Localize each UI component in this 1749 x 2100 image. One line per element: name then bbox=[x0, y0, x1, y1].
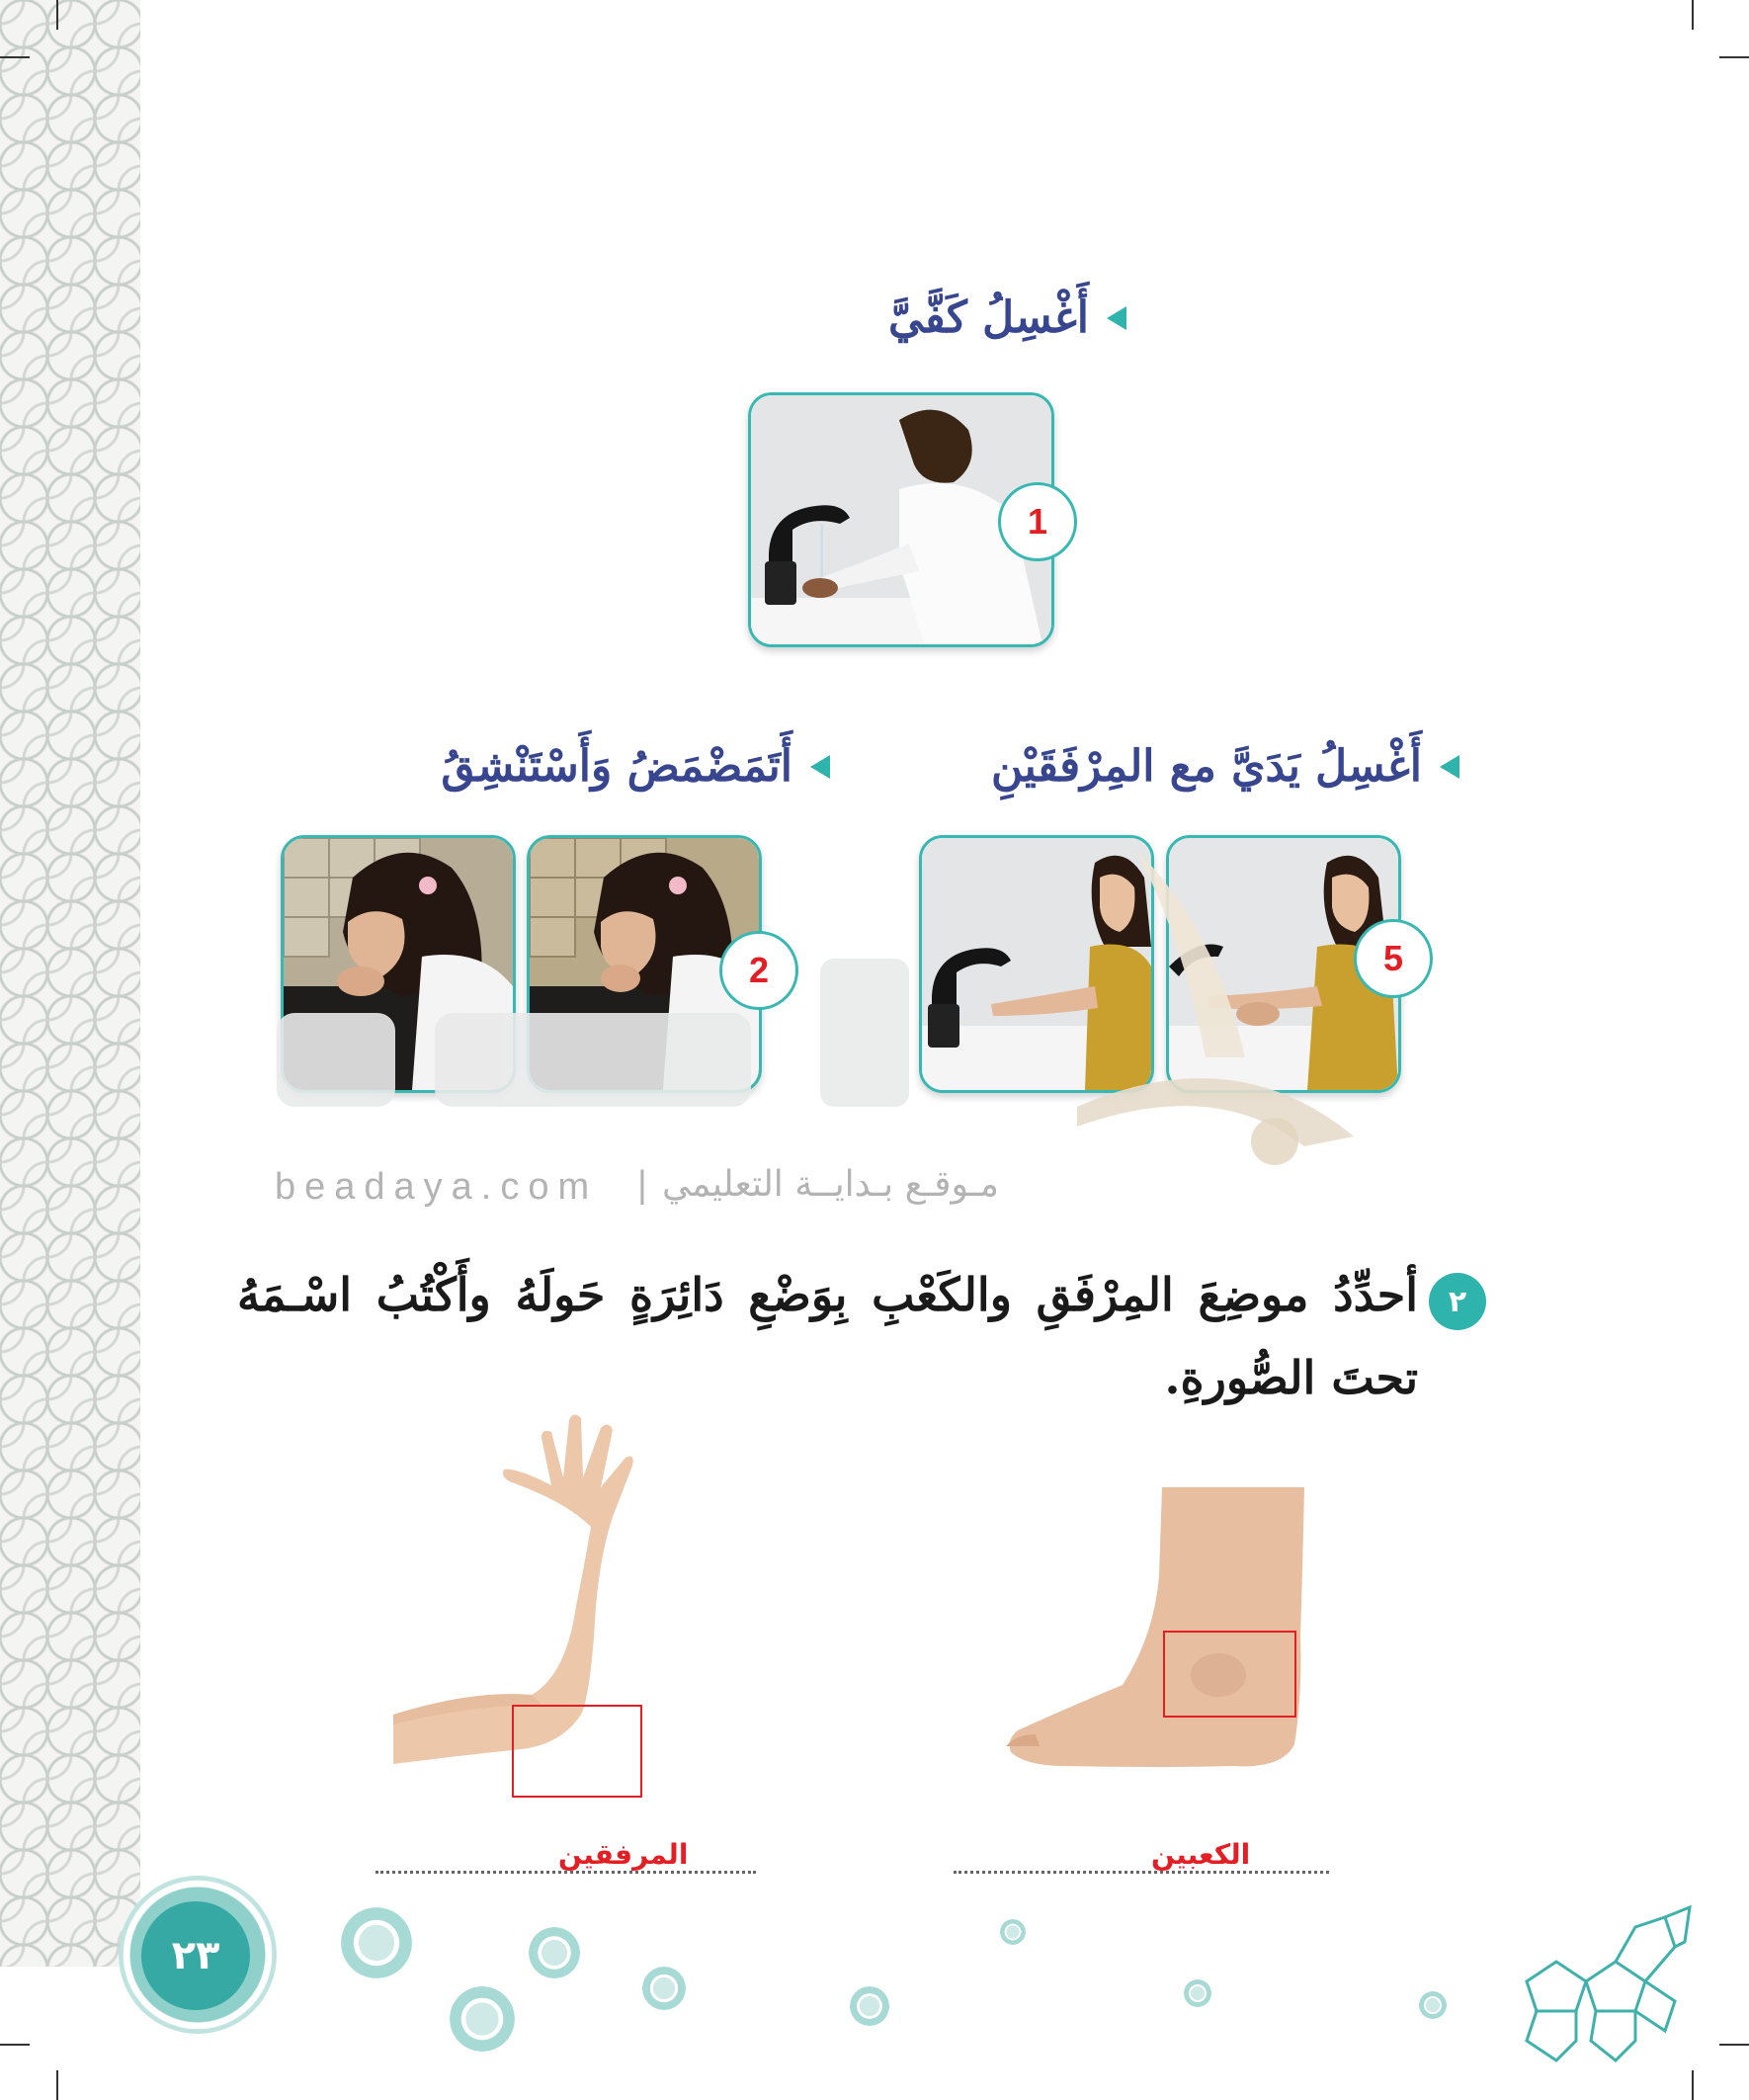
watermark-label: مـوقـع بـدايــة التعليمي bbox=[662, 1164, 999, 1205]
answer-line-ankle bbox=[954, 1871, 1329, 1874]
foot-ankle-image bbox=[1006, 1487, 1314, 1769]
triangle-bullet-icon bbox=[1440, 755, 1459, 779]
step-heading-wash-hands bbox=[848, 293, 1126, 343]
question-number: ٢ bbox=[1429, 1273, 1486, 1330]
step-number-badge: 5 bbox=[1354, 919, 1433, 998]
decorative-rosette bbox=[529, 1927, 580, 1978]
triangle-bullet-icon bbox=[810, 755, 830, 779]
crop-mark bbox=[1719, 56, 1749, 58]
crop-mark bbox=[0, 56, 30, 58]
decorative-border bbox=[0, 0, 140, 1967]
decorative-rosette bbox=[1184, 1979, 1211, 2007]
watermark-url: beadaya.com bbox=[275, 1166, 599, 1208]
answer-elbow: المرفقين bbox=[558, 1838, 689, 1871]
elbow-highlight-box bbox=[512, 1705, 642, 1798]
triangle-bullet-icon bbox=[1107, 306, 1126, 330]
step-number-badge: 2 bbox=[719, 931, 798, 1010]
decorative-rosette bbox=[341, 1907, 412, 1978]
geometric-ornament bbox=[1517, 1902, 1695, 2070]
crop-mark bbox=[1719, 2044, 1749, 2046]
ankle-highlight-box bbox=[1163, 1631, 1296, 1718]
crop-mark bbox=[0, 2044, 30, 2046]
step-title: أَغْسِلُ كَفَّيَّ bbox=[887, 293, 1089, 343]
question-text: أحدِّدُ موضِعَ المِرْفَقِ والكَعْبِ بِوَضْعِ دَائِرَةٍ حَولَهُ وأَكْتُبُ اسْـمَهُ تحتَ الصُّورةِ. bbox=[237, 1268, 1418, 1404]
crop-mark bbox=[56, 2070, 58, 2100]
crop-mark bbox=[1692, 0, 1694, 30]
watermark-separator: | bbox=[637, 1164, 647, 1206]
step-title: أَتَمَضْمَضُ وَأَسْتَنْشِقُ bbox=[441, 741, 792, 792]
crop-mark bbox=[56, 0, 58, 30]
decorative-rosette bbox=[450, 1986, 515, 2052]
answer-ankle: الكعبين bbox=[1151, 1838, 1251, 1871]
step-heading-wash-arms bbox=[944, 741, 1459, 792]
step-title: أَغْسِلُ يَدَيَّ مع المِرْفَقَيْنِ bbox=[991, 741, 1422, 792]
page-number: ٢٣ bbox=[141, 1901, 250, 2010]
decorative-rosette bbox=[642, 1967, 686, 2010]
step-number-badge: 1 bbox=[998, 482, 1077, 561]
decorative-rosette bbox=[850, 1986, 889, 2026]
step-heading-rinse bbox=[385, 741, 830, 792]
decorative-rosette bbox=[1000, 1919, 1026, 1945]
watermark-logo bbox=[267, 810, 1502, 1196]
crop-mark bbox=[1692, 2070, 1694, 2100]
answer-line-elbow bbox=[375, 1871, 756, 1874]
decorative-rosette bbox=[1419, 1991, 1447, 2019]
